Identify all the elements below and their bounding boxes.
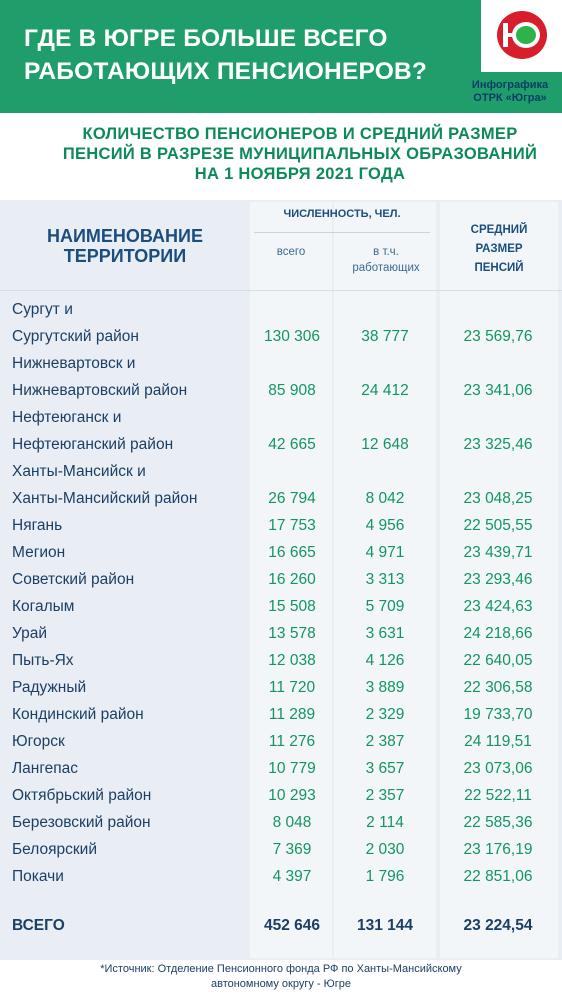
row-territory-name: Сургутский район	[12, 328, 139, 345]
page-title	[24, 22, 464, 88]
row-working-value: 3 889	[365, 679, 405, 696]
row-avg-pension-value: 24 218,66	[463, 625, 533, 642]
row-working-value: 4 956	[365, 517, 405, 534]
row-avg-pension-value: 23 293,46	[463, 571, 533, 588]
row-territory-name: Нефтеюганский район	[12, 436, 174, 453]
row-territory-name: Мегион	[12, 544, 66, 561]
row-avg-pension-value: 22 585,36	[463, 814, 533, 831]
total-row-label: ВСЕГО	[12, 917, 65, 934]
header-total: всего	[276, 246, 306, 258]
row-territory-name: Сургут и	[12, 301, 73, 318]
row-working-value: 2 114	[366, 814, 404, 831]
row-total-value: 16 260	[268, 571, 316, 588]
row-total-value: 13 578	[268, 625, 316, 642]
row-avg-pension-value: 23 176,19	[463, 841, 533, 858]
header-working-line: работающих	[352, 262, 420, 274]
row-working-value: 24 412	[361, 382, 409, 399]
row-territory-name: Белоярский	[12, 841, 97, 858]
row-working-value: 3 657	[365, 760, 405, 777]
row-total-value: 10 779	[268, 760, 316, 777]
logo-green-circle	[516, 26, 536, 44]
header-avg-line: ПЕНСИЙ	[474, 262, 524, 274]
row-total-value: 17 753	[268, 517, 316, 534]
credit-line: Инфографика	[471, 79, 549, 91]
header-territory	[20, 226, 230, 266]
row-territory-name: Югорск	[12, 733, 65, 750]
row-avg-pension-value: 23 424,63	[463, 598, 533, 615]
footnote-line: автономному округу - Югре	[210, 978, 351, 990]
row-total-value: 11 720	[268, 679, 316, 696]
row-avg-pension-value: 22 640,05	[463, 652, 533, 669]
row-avg-pension-value: 22 851,06	[463, 868, 533, 885]
source-footnote	[0, 962, 562, 992]
header-territory-line: ТЕРРИТОРИИ	[63, 246, 187, 266]
header-territory-line: НАИМЕНОВАНИЕ	[47, 226, 203, 246]
row-avg-pension-value: 23 439,71	[463, 544, 533, 561]
row-avg-pension-value: 23 341,06	[463, 382, 533, 399]
row-avg-pension-value: 22 505,55	[463, 517, 533, 534]
row-territory-name: Ханты-Мансийский район	[12, 490, 198, 507]
row-territory-name: Ханты-Мансийск и	[12, 463, 146, 480]
title-line: РАБОТАЮЩИХ ПЕНСИОНЕРОВ?	[24, 58, 428, 85]
row-territory-name: Кондинский район	[12, 706, 144, 723]
header-working-line: в т.ч.	[373, 246, 399, 258]
footnote-line: *Источник: Отделение Пенсионного фонда РФ по Ханты-Мансийскому	[100, 963, 462, 975]
row-working-value: 2 357	[365, 787, 405, 804]
row-territory-name: Нижневартовский район	[12, 382, 188, 399]
row-territory-name: Когалым	[12, 598, 75, 615]
row-total-value: 15 508	[268, 598, 316, 615]
row-working-value: 2 030	[365, 841, 405, 858]
credit-line: ОТРК «Югра»	[473, 92, 547, 104]
otrk-yugra-logo	[495, 8, 549, 62]
row-territory-name: Нефтеюганск и	[12, 409, 122, 426]
header-banner	[0, 0, 562, 113]
total-row-working: 131 144	[356, 917, 414, 934]
row-total-value: 16 665	[268, 544, 316, 561]
row-avg-pension-value: 24 119,51	[464, 733, 532, 750]
header-avg-line: РАЗМЕР	[475, 243, 523, 255]
row-territory-name: Березовский район	[12, 814, 151, 831]
row-avg-pension-value: 22 522,11	[464, 787, 532, 804]
row-total-value: 130 306	[263, 328, 321, 345]
row-total-value: 26 794	[268, 490, 316, 507]
row-total-value: 85 908	[268, 382, 316, 399]
row-territory-name: Советский район	[12, 571, 135, 588]
row-working-value: 5 709	[365, 598, 405, 615]
total-row-avg: 23 224,54	[463, 917, 533, 934]
logo-crossbar	[503, 33, 515, 37]
row-avg-pension-value: 23 073,06	[463, 760, 533, 777]
row-avg-pension-value: 23 569,76	[463, 328, 533, 345]
row-territory-name: Лангепас	[12, 760, 79, 777]
row-territory-name: Урай	[12, 625, 48, 642]
row-total-value: 11 289	[268, 706, 316, 723]
row-territory-name: Радужный	[12, 679, 87, 696]
row-working-value: 1 796	[365, 868, 405, 885]
row-avg-pension-value: 23 325,46	[463, 436, 533, 453]
header-working	[336, 244, 436, 276]
row-working-value: 38 777	[361, 328, 409, 345]
row-total-value: 42 665	[268, 436, 316, 453]
row-working-value: 3 313	[365, 571, 405, 588]
row-total-value: 4 397	[272, 868, 312, 885]
subtitle-line: НА 1 НОЯБРЯ 2021 ГОДА	[194, 165, 406, 183]
header-avg-line: СРЕДНИЙ	[470, 224, 528, 236]
subtitle	[50, 124, 550, 184]
row-working-value: 12 648	[361, 436, 409, 453]
row-total-value: 11 276	[268, 733, 316, 750]
row-total-value: 12 038	[268, 652, 316, 669]
row-working-value: 4 126	[365, 652, 405, 669]
row-territory-name: Покачи	[12, 868, 64, 885]
header-bottom-rule	[0, 290, 562, 291]
row-total-value: 8 048	[272, 814, 312, 831]
header-avg-pension	[442, 221, 556, 278]
credit-text	[458, 79, 562, 105]
header-count: ЧИСЛЕННОСТЬ, ЧЕЛ.	[283, 208, 401, 220]
row-total-value: 10 293	[268, 787, 316, 804]
total-row-total: 452 646	[263, 917, 321, 934]
row-avg-pension-value: 23 048,25	[463, 490, 533, 507]
header-divider	[254, 232, 430, 233]
row-territory-name: Октябрьский район	[12, 787, 152, 804]
logo-container	[481, 0, 562, 72]
row-territory-name: Нягань	[12, 517, 63, 534]
subtitle-line: КОЛИЧЕСТВО ПЕНСИОНЕРОВ И СРЕДНИЙ РАЗМЕР	[82, 125, 518, 143]
row-working-value: 4 971	[365, 544, 405, 561]
row-working-value: 2 329	[365, 706, 405, 723]
row-working-value: 3 631	[365, 625, 405, 642]
row-total-value: 7 369	[272, 841, 312, 858]
row-working-value: 8 042	[365, 490, 405, 507]
row-avg-pension-value: 19 733,70	[463, 706, 533, 723]
title-line: ГДЕ В ЮГРЕ БОЛЬШЕ ВСЕГО	[24, 25, 388, 52]
row-working-value: 2 387	[365, 733, 405, 750]
row-territory-name: Нижневартовск и	[12, 355, 136, 372]
row-avg-pension-value: 22 306,58	[463, 679, 533, 696]
row-territory-name: Пыть-Ях	[12, 652, 74, 669]
subtitle-line: ПЕНСИЙ В РАЗРЕЗЕ МУНИЦИПАЛЬНЫХ ОБРАЗОВАНИЙ	[62, 145, 538, 163]
